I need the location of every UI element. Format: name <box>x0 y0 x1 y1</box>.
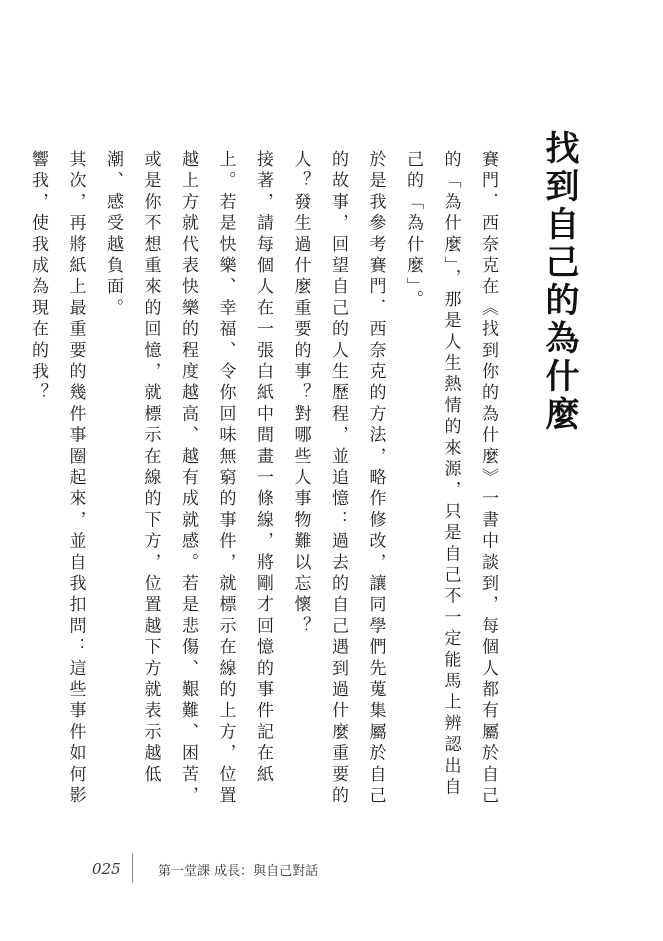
page-footer <box>0 850 663 890</box>
footer-divider <box>132 853 133 883</box>
paragraph: 接著，請每個人在一張白紙中間畫一條線，將剛才回憶的事件記在紙上。若是快樂、幸福、令你回味無窮的事件，就標示在線的上方，位置越上方就代表快樂的程度越高、越有成就感。若是悲傷、艱難、困苦，或是你不想重來的回憶，就標示在線的下方，位置越下方就表示越低潮、感受越負面。 <box>103 150 273 808</box>
chapter-title: 第一堂課 成長：與自己對話 <box>158 864 319 879</box>
page-title: 找到自己的為什麼 <box>539 130 579 434</box>
paragraph: 於是我參考賽門．西奈克的方法，略作修改，讓同學們先蒐集屬於自己的故事，回望自己的人生歷程，並追憶：過去的自己遇到過什麼重要的人？發生過什麼重要的事？對哪些人事物難以忘懷？ <box>290 150 386 808</box>
body-text <box>28 150 506 810</box>
page-number: 025 <box>92 860 121 878</box>
paragraph: 其次，再將紙上最重要的幾件事圈起來，並自我扣問：這些事件如何影響我，使我成為現在的我？ <box>28 150 86 808</box>
paragraph: 賽門．西奈克在《找到你的為什麼》一書中談到，每個人都有屬於自己的「為什麼」，那是人生熱情的來源，只是自己不一定能馬上辨認出自己的「為什麼」。 <box>403 150 498 808</box>
